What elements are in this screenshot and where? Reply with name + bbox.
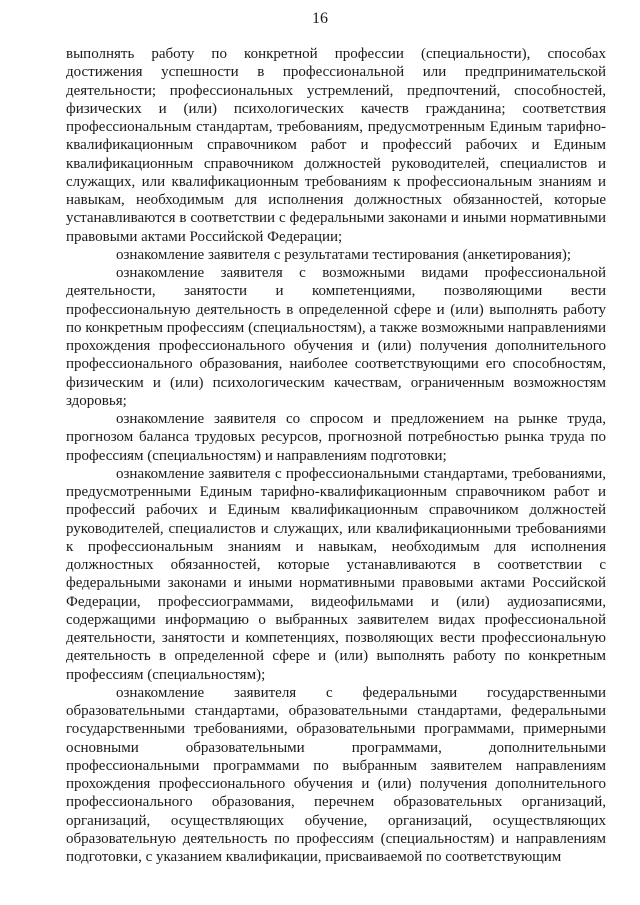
paragraph-test-results: ознакомление заявителя с результатами тестирования (анкетирования);	[116, 246, 572, 263]
paragraph-educational-standards: ознакомление заявителя с федеральными государственными образовательными стандартами, образовательными стандартами, федеральными государственными требованиями, образовательными программами, примерными основными образовательными программами, дополнительными профессиональными программами по выбранным заявителем направлениям прохождения профессионального обучения и (или) получения дополнительного профессионального образования, перечнем образовательных организаций, организаций, осуществляющих обучение, организаций, осуществляющих образовательную деятельность по профессиям (специальностям) и направлениям подготовки, с указанием квалификации, присваиваемой по соответствующим	[66, 684, 606, 865]
body-text	[66, 45, 606, 866]
paragraph-labor-market: ознакомление заявителя со спросом и предложением на рынке труда, прогнозом баланса трудовых ресурсов, прогнозной потребностью рынка труда по профессиям (специальностям) и направлениям подготовки;	[66, 411, 606, 464]
page-number: 16	[312, 10, 328, 27]
paragraph-professional-standards: ознакомление заявителя с профессиональными стандартами, требованиями, предусмотренными Единым тарифно-квалификационным справочником работ и профессий рабочих и Единым квалификационным справочником должностей руководителей, специалистов и служащих, или квалификационными требованиями к профессиональным знаниям и навыкам, необходимым для исполнения должностных обязанностей, которые устанавливаются в соответствии с федеральными законами и иными нормативными правовыми актами Российской Федерации, профессиограммами, видеофильмами и (или) аудиозаписями, содержащими информацию о выбранных заявителем видах профессиональной деятельности, занятости и компетенциях, позволяющих вести профессиональную деятельность в определенной сфере и (или) выполнять работу по конкретным профессиям (специальностям);	[66, 465, 606, 683]
paragraph-continuation: выполнять работу по конкретной профессии (специальности), способах достижения успешности в профессиональной или предпринимательской деятельности; профессиональных устремлений, предпочтений, способностей, физических и (или) психологических качеств гражданина; соответствия профессиональным стандартам, требованиям, предусмотренным Единым тарифно-квалификационным справочником работ и профессий рабочих и Единым квалификационным справочником должностей руководителей, специалистов и служащих, или квалификационным требованиям к профессиональным знаниям и навыкам, необходимым для исполнения должностных обязанностей, которые устанавливаются в соответствии с федеральными законами и иными нормативными правовыми актами Российской Федерации;	[66, 46, 606, 245]
paragraph-professional-activities: ознакомление заявителя с возможными видами профессиональной деятельности, занятости и компетенциями, позволяющими вести профессиональную деятельность в определенной сфере и (или) выполнять работу по конкретным профессиям (специальностям), а также возможными направлениями прохождения профессионального обучения и (или) получения дополнительного профессионального образования, наиболее соответствующими его способностям, физическим и (или) психологическим качествам, ограниченным возможностям здоровья;	[66, 265, 606, 409]
